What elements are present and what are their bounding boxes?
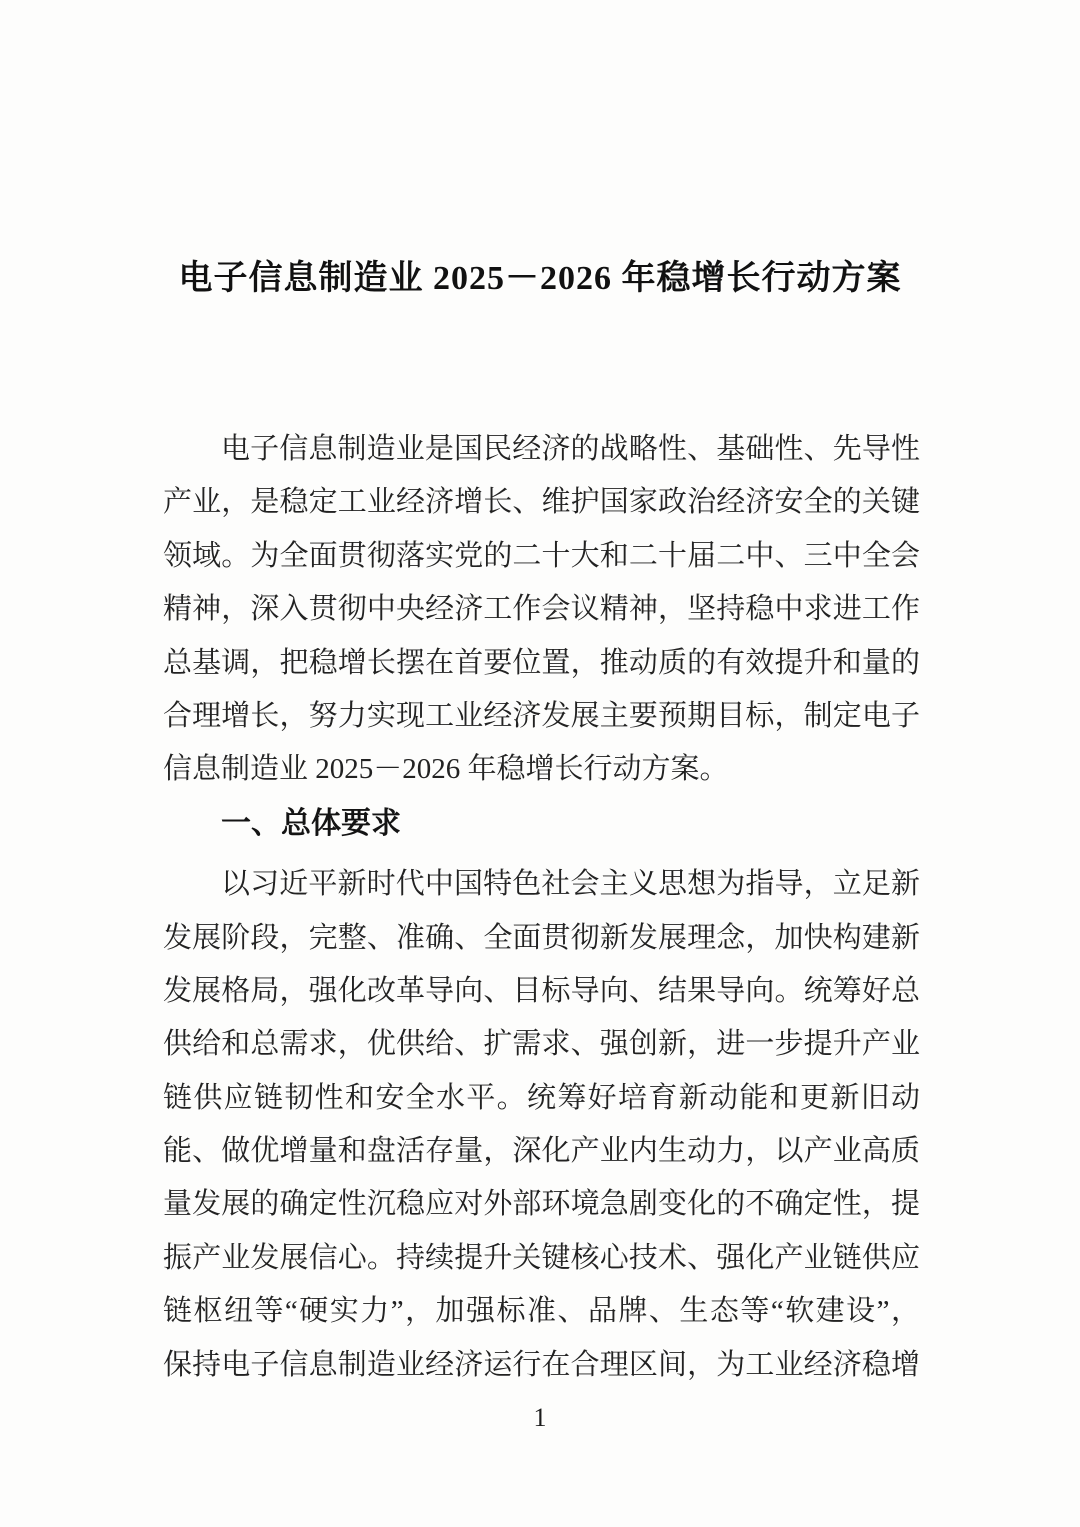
- body-line: 链枢纽等“硬实力”，加强标准、品牌、生态等“软建设”，: [163, 1295, 920, 1328]
- body-line: 链供应链韧性和安全水平。统筹好培育新动能和更新旧动: [163, 1081, 920, 1114]
- body-line: 发展阶段，完整、准确、全面贯彻新发展理念，加快构建新: [163, 921, 920, 954]
- paragraph-1: [163, 423, 920, 797]
- body-line: 量发展的确定性沉稳应对外部环境急剧变化的不确定性，提: [163, 1188, 920, 1221]
- body-line: 发展格局，强化改革导向、目标导向、结果导向。统筹好总: [163, 974, 920, 1007]
- body-line: 合理增长，努力实现工业经济发展主要预期目标，制定电子: [163, 699, 920, 732]
- page-number: 1: [533, 1403, 547, 1432]
- body-line: 振产业发展信心。持续提升关键核心技术、强化产业链供应: [163, 1241, 920, 1274]
- body-line: 以习近平新时代中国特色社会主义思想为指导，立足新: [221, 868, 920, 901]
- document-body: [163, 423, 920, 1392]
- body-line: 能、做优增量和盘活存量，深化产业内生动力，以产业高质: [163, 1135, 920, 1168]
- paragraph-2: [163, 858, 920, 1392]
- body-line: 精神，深入贯彻中央经济工作会议精神，坚持稳中求进工作: [163, 593, 920, 626]
- body-line: 领域。为全面贯彻落实党的二十大和二十届二中、三中全会: [163, 539, 920, 572]
- body-line: 电子信息制造业是国民经济的战略性、基础性、先导性: [221, 433, 920, 465]
- body-line: 供给和总需求，优供给、扩需求、强创新，进一步提升产业: [163, 1028, 920, 1061]
- body-line: 保持电子信息制造业经济运行在合理区间，为工业经济稳增: [163, 1348, 920, 1381]
- section-heading-overall-requirements: 一、总体要求: [221, 806, 401, 840]
- body-line: 信息制造业 2025－2026 年稳增长行动方案。: [163, 753, 729, 786]
- document-title: 电子信息制造业 2025－2026 年稳增长行动方案: [178, 260, 902, 297]
- body-line: 产业，是稳定工业经济增长、维护国家政治经济安全的关键: [163, 486, 920, 519]
- body-line: 总基调，把稳增长摆在首要位置，推动质的有效提升和量的: [163, 646, 920, 679]
